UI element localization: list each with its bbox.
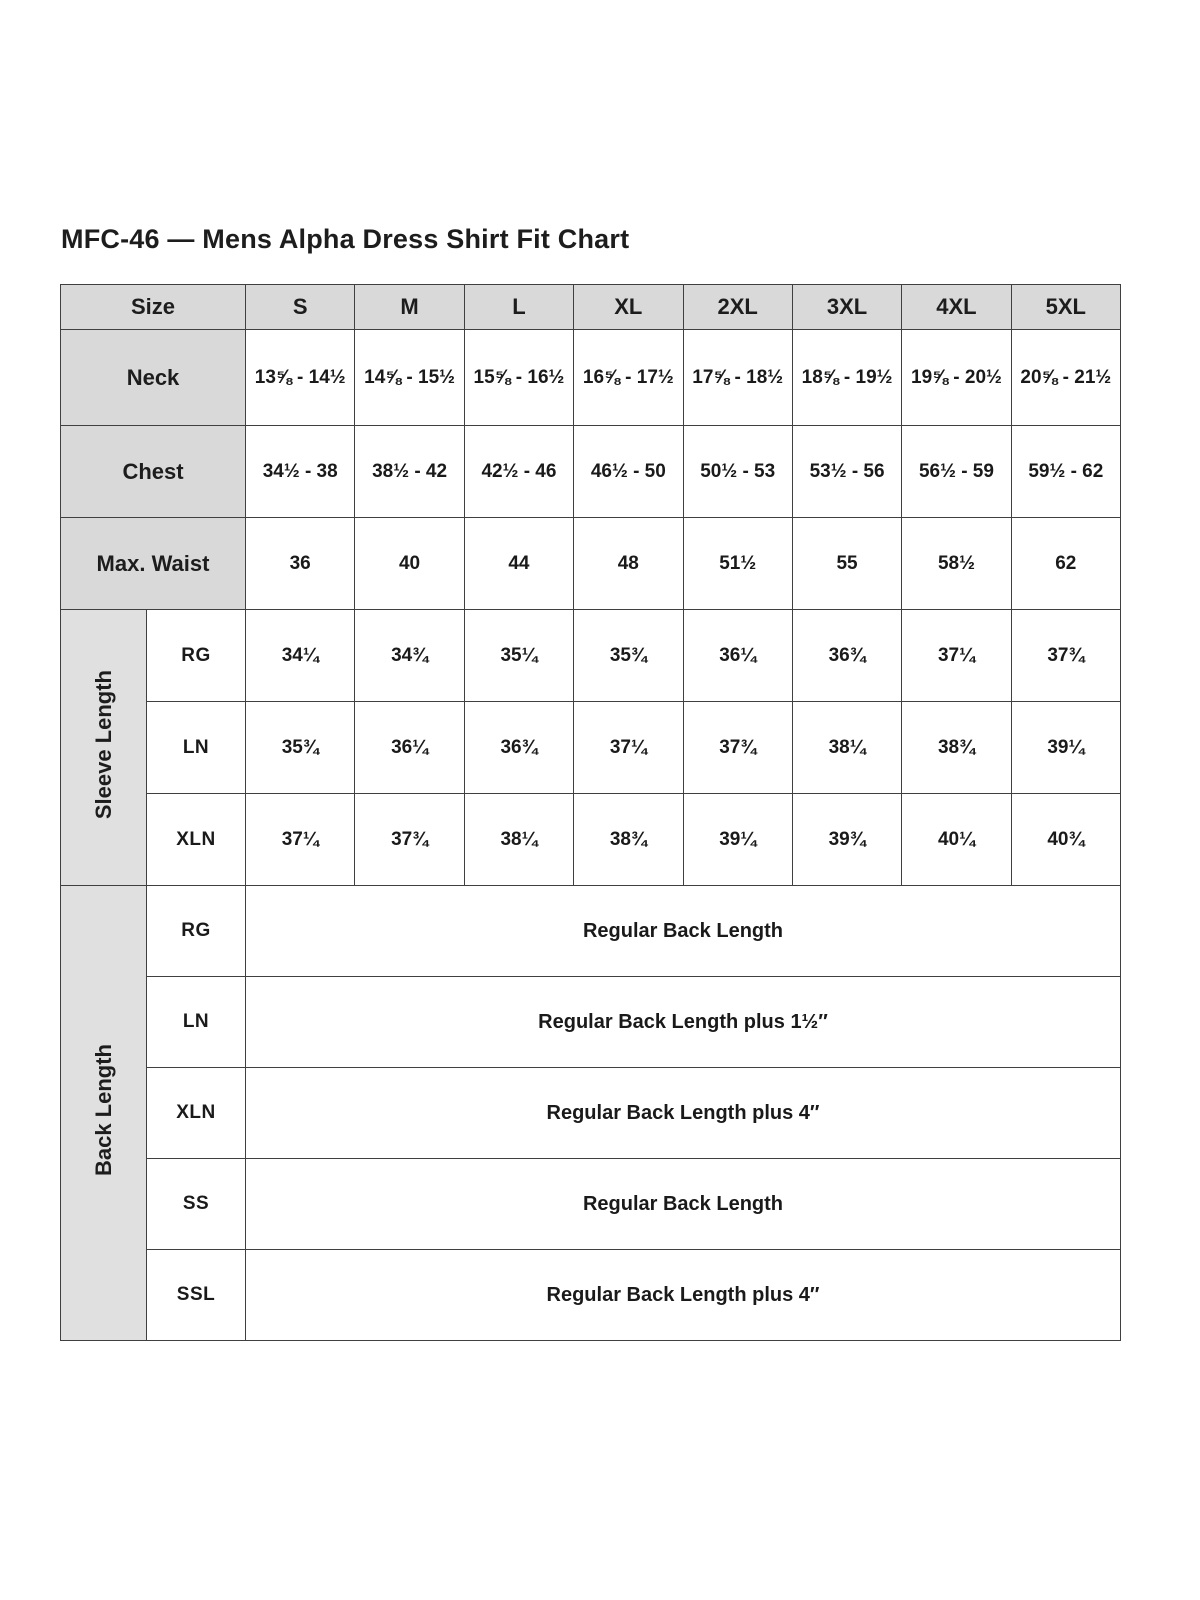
fit-chart-table bbox=[60, 284, 1121, 1341]
max-waist-row bbox=[61, 518, 1121, 610]
sleeve-ln-value: 38¾ bbox=[902, 702, 1011, 794]
chest-row bbox=[61, 426, 1121, 518]
max-waist-value: 36 bbox=[246, 518, 355, 610]
back-xln-row bbox=[61, 1068, 1121, 1159]
max-waist-value: 62 bbox=[1011, 518, 1120, 610]
back-ln-label: LN bbox=[147, 977, 246, 1068]
back-rg-text: Regular Back Length bbox=[246, 886, 1121, 977]
back-ssl-row bbox=[61, 1250, 1121, 1341]
back-ss-label: SS bbox=[147, 1159, 246, 1250]
chest-value: 59½ - 62 bbox=[1011, 426, 1120, 518]
back-rg-label: RG bbox=[147, 886, 246, 977]
size-col-header-4xl: 4XL bbox=[902, 285, 1011, 330]
size-col-header-2xl: 2XL bbox=[683, 285, 792, 330]
back-rg-row bbox=[61, 886, 1121, 977]
sleeve-ln-label: LN bbox=[147, 702, 246, 794]
sleeve-xln-value: 40¾ bbox=[1011, 794, 1120, 886]
page-title: MFC-46 — Mens Alpha Dress Shirt Fit Chart bbox=[61, 224, 630, 254]
sleeve-rg-value: 36¼ bbox=[683, 610, 792, 702]
sleeve-xln-value: 38¼ bbox=[464, 794, 573, 886]
sleeve-ln-value: 38¼ bbox=[792, 702, 901, 794]
sleeve-xln-value: 37¾ bbox=[355, 794, 464, 886]
back-ln-text: Regular Back Length plus 1½″ bbox=[246, 977, 1121, 1068]
max-waist-value: 58½ bbox=[902, 518, 1011, 610]
chest-value: 34½ - 38 bbox=[246, 426, 355, 518]
chest-value: 56½ - 59 bbox=[902, 426, 1011, 518]
chest-value: 53½ - 56 bbox=[792, 426, 901, 518]
neck-value: 15⅝ - 16½ bbox=[464, 330, 573, 426]
sleeve-xln-row bbox=[61, 794, 1121, 886]
neck-value: 16⅝ - 17½ bbox=[574, 330, 683, 426]
chest-value: 50½ - 53 bbox=[683, 426, 792, 518]
back-ss-row bbox=[61, 1159, 1121, 1250]
sleeve-ln-value: 36¼ bbox=[355, 702, 464, 794]
sleeve-xln-value: 39¾ bbox=[792, 794, 901, 886]
sleeve-rg-value: 34¾ bbox=[355, 610, 464, 702]
size-col-header-l: L bbox=[464, 285, 573, 330]
max-waist-value: 44 bbox=[464, 518, 573, 610]
sleeve-ln-value: 35¾ bbox=[246, 702, 355, 794]
back-ssl-text: Regular Back Length plus 4″ bbox=[246, 1250, 1121, 1341]
size-col-header-5xl: 5XL bbox=[1011, 285, 1120, 330]
sleeve-rg-value: 37¼ bbox=[902, 610, 1011, 702]
neck-value: 14⅝ - 15½ bbox=[355, 330, 464, 426]
back-xln-label: XLN bbox=[147, 1068, 246, 1159]
back-length-section-label: Back Length bbox=[61, 886, 147, 1341]
size-col-header-m: M bbox=[355, 285, 464, 330]
neck-value: 13⅝ - 14½ bbox=[246, 330, 355, 426]
sleeve-xln-value: 37¼ bbox=[246, 794, 355, 886]
chest-value: 42½ - 46 bbox=[464, 426, 573, 518]
max-waist-value: 40 bbox=[355, 518, 464, 610]
neck-value: 20⅝ - 21½ bbox=[1011, 330, 1120, 426]
sleeve-xln-label: XLN bbox=[147, 794, 246, 886]
sleeve-rg-row bbox=[61, 610, 1121, 702]
neck-value: 17⅝ - 18½ bbox=[683, 330, 792, 426]
sleeve-xln-value: 39¼ bbox=[683, 794, 792, 886]
chest-value: 38½ - 42 bbox=[355, 426, 464, 518]
size-col-header-xl: XL bbox=[574, 285, 683, 330]
back-ln-row bbox=[61, 977, 1121, 1068]
sleeve-rg-value: 34¼ bbox=[246, 610, 355, 702]
chest-row-label: Chest bbox=[61, 426, 246, 518]
sleeve-xln-value: 40¼ bbox=[902, 794, 1011, 886]
max-waist-row-label: Max. Waist bbox=[61, 518, 246, 610]
size-col-header-s: S bbox=[246, 285, 355, 330]
max-waist-value: 48 bbox=[574, 518, 683, 610]
sleeve-ln-value: 37¼ bbox=[574, 702, 683, 794]
max-waist-value: 55 bbox=[792, 518, 901, 610]
sleeve-rg-value: 35¼ bbox=[464, 610, 573, 702]
neck-row bbox=[61, 330, 1121, 426]
sleeve-ln-value: 37¾ bbox=[683, 702, 792, 794]
chest-value: 46½ - 50 bbox=[574, 426, 683, 518]
back-ss-text: Regular Back Length bbox=[246, 1159, 1121, 1250]
sleeve-rg-label: RG bbox=[147, 610, 246, 702]
header-row bbox=[61, 285, 1121, 330]
size-col-header-3xl: 3XL bbox=[792, 285, 901, 330]
sleeve-rg-value: 35¾ bbox=[574, 610, 683, 702]
neck-row-label: Neck bbox=[61, 330, 246, 426]
back-xln-text: Regular Back Length plus 4″ bbox=[246, 1068, 1121, 1159]
sleeve-ln-value: 39¼ bbox=[1011, 702, 1120, 794]
sleeve-length-section-label: Sleeve Length bbox=[61, 610, 147, 886]
back-ssl-label: SSL bbox=[147, 1250, 246, 1341]
sleeve-rg-value: 37¾ bbox=[1011, 610, 1120, 702]
neck-value: 19⅝ - 20½ bbox=[902, 330, 1011, 426]
sleeve-rg-value: 36¾ bbox=[792, 610, 901, 702]
sleeve-xln-value: 38¾ bbox=[574, 794, 683, 886]
neck-value: 18⅝ - 19½ bbox=[792, 330, 901, 426]
sleeve-ln-row bbox=[61, 702, 1121, 794]
size-header: Size bbox=[61, 285, 246, 330]
sleeve-ln-value: 36¾ bbox=[464, 702, 573, 794]
max-waist-value: 51½ bbox=[683, 518, 792, 610]
